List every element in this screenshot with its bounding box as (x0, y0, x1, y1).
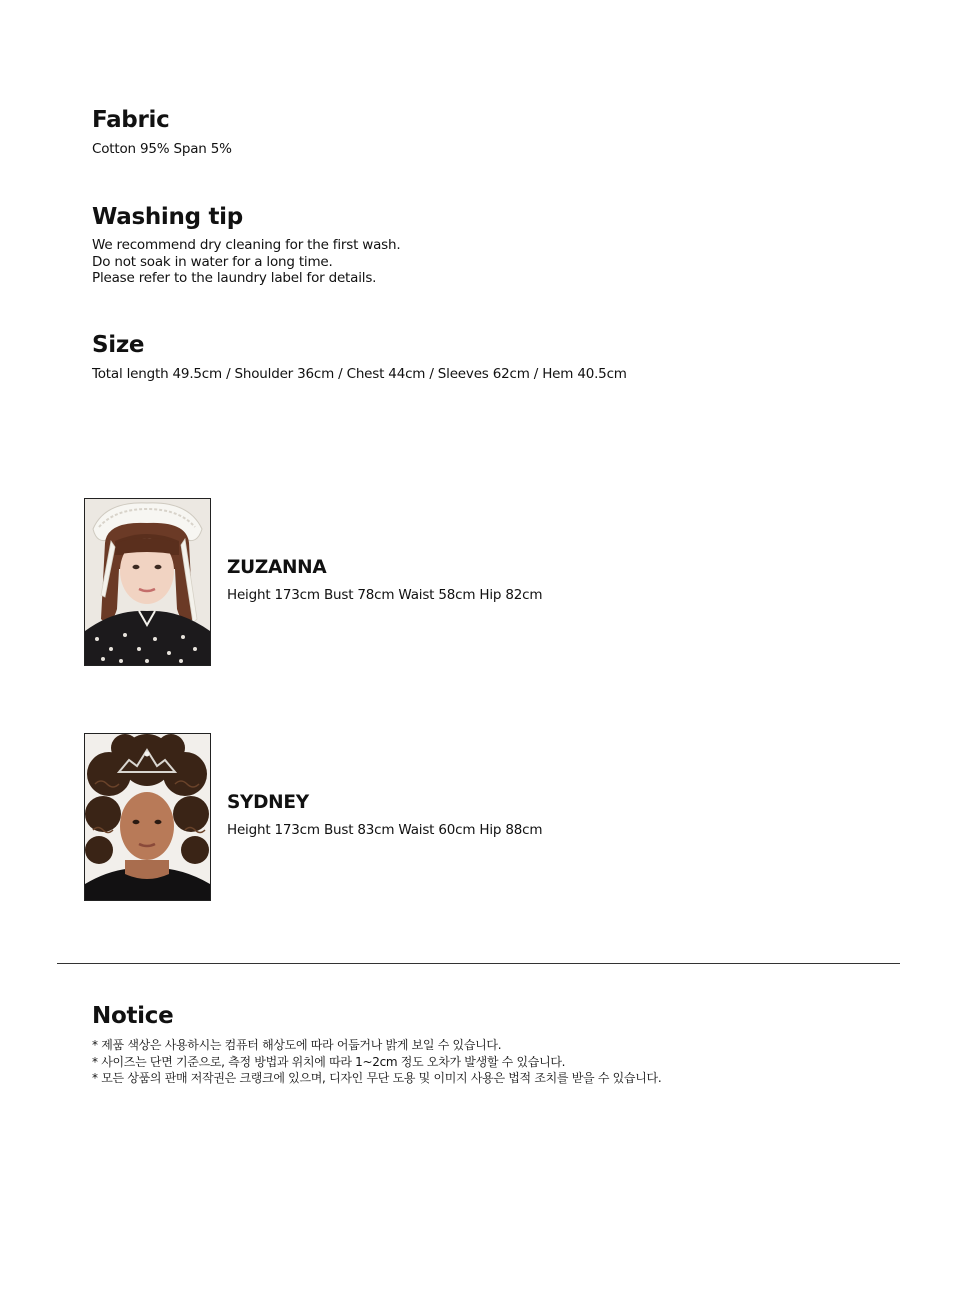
model-stats-sydney: Height 173cm Bust 83cm Waist 60cm Hip 88cm (227, 822, 543, 838)
model-name-sydney: SYDNEY (227, 792, 309, 813)
notice-line: * 모든 상품의 판매 저작권은 크랭크에 있으며, 디자인 무단 도용 및 이미지 사용은 법적 조치를 받을 수 있습니다. (92, 1071, 662, 1085)
model-photo-zuzanna (84, 498, 211, 666)
notice-line: * 사이즈는 단면 기준으로, 측정 방법과 위치에 따라 1~2cm 정도 오차가 발생할 수 있습니다. (92, 1054, 566, 1069)
fabric-heading: Fabric (92, 107, 170, 133)
washing-line: Please refer to the laundry label for details. (92, 270, 377, 286)
fabric-composition: Cotton 95% Span 5% (92, 141, 232, 157)
washing-text (92, 237, 400, 287)
portrait-icon (85, 499, 210, 665)
notice-line: * 제품 색상은 사용하시는 컴퓨터 해상도에 따라 어둡거나 밝게 보일 수 있습니다. (92, 1038, 502, 1052)
washing-heading: Washing tip (92, 204, 243, 230)
size-heading: Size (92, 332, 145, 358)
section-divider (57, 963, 900, 964)
model-stats-zuzanna: Height 173cm Bust 78cm Waist 58cm Hip 82cm (227, 587, 543, 603)
model-photo-sydney (84, 733, 211, 901)
washing-line: Do not soak in water for a long time. (92, 253, 333, 270)
size-measurements: Total length 49.5cm / Shoulder 36cm / Chest 44cm / Sleeves 62cm / Hem 40.5cm (92, 366, 627, 382)
notice-heading: Notice (92, 1003, 174, 1029)
size-text (92, 366, 627, 383)
washing-line: We recommend dry cleaning for the first wash. (92, 237, 401, 253)
notice-text (92, 1037, 661, 1087)
fabric-text (92, 141, 232, 158)
portrait-icon (85, 734, 210, 900)
model-name-zuzanna: ZUZANNA (227, 557, 327, 578)
